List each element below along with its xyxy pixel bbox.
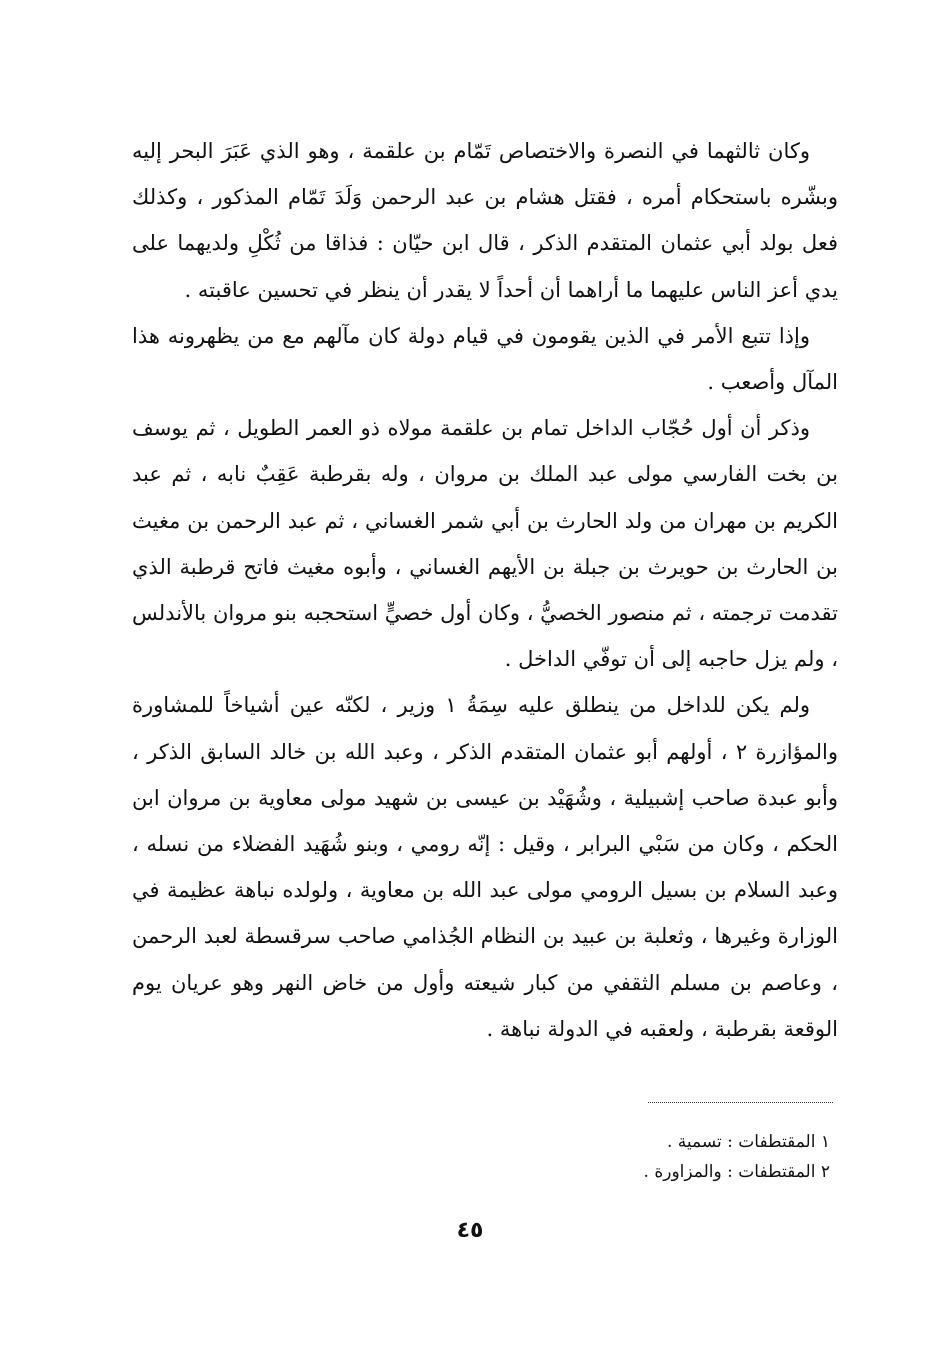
footnote-2: ٢ المقتطفات : والمزاورة . xyxy=(643,1162,830,1182)
paragraph-2: وإذا تتبع الأمر في الذين يقومون في قيام دولة كان مآلهم مع من يظهرونه هذا المآل وأصعب . xyxy=(132,323,838,395)
page-number: ٤٥ xyxy=(456,1218,484,1243)
paragraph-1: وكان ثالثهما في النصرة والاختصاص تَمّام بن علقمة ، وهو الذي عَبَرَ البحر إليه وبشّره باستحكام أمره ، فقتل هشام بن عبد الرحمن وَلَدَ تَمّام المذكور ، وكذلك فعل بولد أبي عثمان المتقدم الذكر ، قال ابن حيّان : فذاقا من ثُكْلِ ولديهما على يدي أعز الناس عليهما ما أراهما أن أحداً لا يقدر أن ينظر في تحسين عاقبته . xyxy=(132,139,838,302)
body-text xyxy=(132,128,838,1052)
footnote-1: ١ المقتطفات : تسمية . xyxy=(666,1132,830,1152)
footnote-divider xyxy=(648,1102,833,1103)
paragraph-4: ولم يكن للداخل من ينطلق عليه سِمَةُ ١ وزير ، لكنّه عين أشياخاً للمشاورة والمؤازرة ٢ ، أولهم أبو عثمان المتقدم الذكر ، وعبد الله بن خالد السابق الذكر ، وأبو عبدة صاحب إشبيلية ، وشُهَيْد بن عيسى بن شهيد مولى معاوية بن مروان ابن الحكم ، وكان من سَبْي البرابر ، وقيل : إنّه رومي ، وبنو شُهَيد الفضلاء من نسله ، وعبد السلام بن بسيل الرومي مولى عبد الله بن معاوية ، ولولده نباهة عظيمة في الوزارة وغيرها ، وثعلبة بن عبيد بن النظام الجُذامي صاحب سرقسطة لعبد الرحمن ، وعاصم بن مسلم الثقفي من كبار شيعته وأول من خاض النهر وهو عريان يوم الوقعة بقرطبة ، ولعقبه في الدولة نباهة . xyxy=(132,693,838,1041)
paragraph-3: وذكر أن أول حُجّاب الداخل تمام بن علقمة مولاه ذو العمر الطويل ، ثم يوسف بن بخت الفارسي مولى عبد الملك بن مروان ، وله بقرطبة عَقِبٌ نابه ، ثم عبد الكريم بن مهران من ولد الحارث بن أبي شمر الغساني ، ثم عبد الرحمن بن مغيث بن الحارث بن حويرث بن جبلة بن الأيهم الغساني ، وأبوه مغيث فاتح قرطبة الذي تقدمت ترجمته ، ثم منصور الخصيُّ ، وكان أول خصيٍّ استحجبه بنو مروان بالأندلس ، ولم يزل حاجبه إلى أن توفّي الداخل . xyxy=(132,416,838,672)
footnotes xyxy=(400,1127,830,1187)
